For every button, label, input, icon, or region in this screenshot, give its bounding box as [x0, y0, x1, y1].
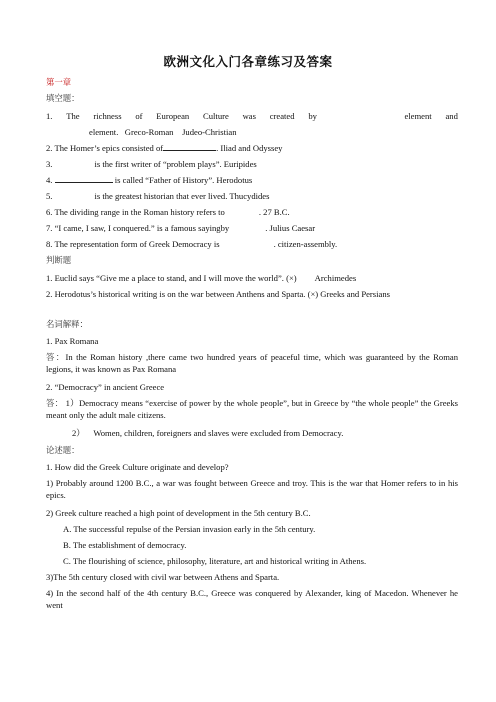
essay-point-4: 4) In the second half of the 4th century B.C., Greece was conquered by Alexander, king of Macedon. Whenever he went — [46, 588, 458, 610]
fill-q1-line2: element. Greco-Roman Judeo-Christian — [89, 127, 237, 137]
essay-heading: 论述题： — [46, 445, 80, 455]
tf-q2: 2. Herodotus’s historical writing is on the war between Anthens and Sparta. (×) Greeks and Persians — [46, 289, 390, 299]
fill-in-heading: 填空题： — [46, 93, 80, 103]
term-2-answer-2: 2） Women, children, foreigners and slaves were excluded from Democracy. — [72, 428, 344, 438]
term-1: 1. Pax Romana — [46, 336, 99, 346]
tf-q1: 1. Euclid says “Give me a place to stand, and I will move the world”. (×) Archimedes — [46, 273, 357, 283]
fill-q3: 3. is the first writer of “problem plays”. Euripides — [46, 159, 257, 169]
fill-q6: 6. The dividing range in the Roman history refers to . 27 B.C. — [46, 207, 290, 217]
terms-heading: 名词解释： — [46, 319, 88, 329]
word: was — [242, 111, 256, 121]
answer-blank — [163, 142, 216, 151]
word: created — [269, 111, 295, 121]
essay-point-3: 3)The 5th century closed with civil war between Athens and Sparta. — [46, 572, 280, 582]
term-2-answer-1: 答： 1）Democracy means “exercise of power by the whole people”, but in Greece by “the whole people” the Greeks meant only the adult male citizens. — [46, 398, 458, 420]
fill-q2: 2. The Homer’s epics consisted of . Iliad and Odyssey — [46, 143, 283, 153]
fill-q1-line1 — [46, 110, 458, 122]
fill-q7: 7. “I came, I saw, I conquered.” is a famous sayingby . Julius Caesar — [46, 223, 316, 233]
word: by — [308, 111, 317, 121]
word: element — [404, 111, 432, 121]
essay-point-2b: B. The establishment of democracy. — [63, 540, 187, 550]
word: and — [445, 111, 458, 121]
word: European — [156, 111, 190, 121]
essay-point-1: 1) Probably around 1200 B.C., a war was fought between Greece and troy. This is the war that Homer refers to in his epics. — [46, 478, 458, 500]
word: Culture — [203, 111, 229, 121]
chapter-label: 第一章 — [46, 77, 72, 87]
fill-q5: 5. is the greatest historian that ever lived. Thucydides — [46, 191, 270, 201]
essay-point-2: 2) Greek culture reached a high point of development in the 5th century B.C. — [46, 508, 311, 518]
essay-q1: 1. How did the Greek Culture originate and develop? — [46, 462, 229, 472]
essay-point-2c: C. The flourishing of science, philosophy, literature, art and historical writing in Athens. — [63, 556, 367, 566]
page-title: 欧洲文化入门各章练习及答案 — [163, 54, 333, 69]
word: 1. — [46, 111, 53, 121]
word: richness — [93, 111, 122, 121]
fill-q4: 4. is called “Father of History”. Herodotus — [46, 175, 253, 185]
fill-q8: 8. The representation form of Greek Democracy is . citizen-assembly. — [46, 239, 338, 249]
word: of — [135, 111, 143, 121]
term-1-answer: 答：In the Roman history ,there came two hundred years of peaceful time, which was guaranteed by the Roman legions, it was known as Pax Romana — [46, 352, 459, 374]
term-2: 2. “Democracy” in ancient Greece — [46, 382, 165, 392]
word: The — [66, 111, 80, 121]
blank-space — [331, 110, 391, 122]
true-false-heading: 判断题 — [46, 255, 72, 265]
essay-point-2a: A. The successful repulse of the Persian invasion early in the 5th century. — [63, 524, 316, 534]
answer-blank — [55, 174, 113, 183]
